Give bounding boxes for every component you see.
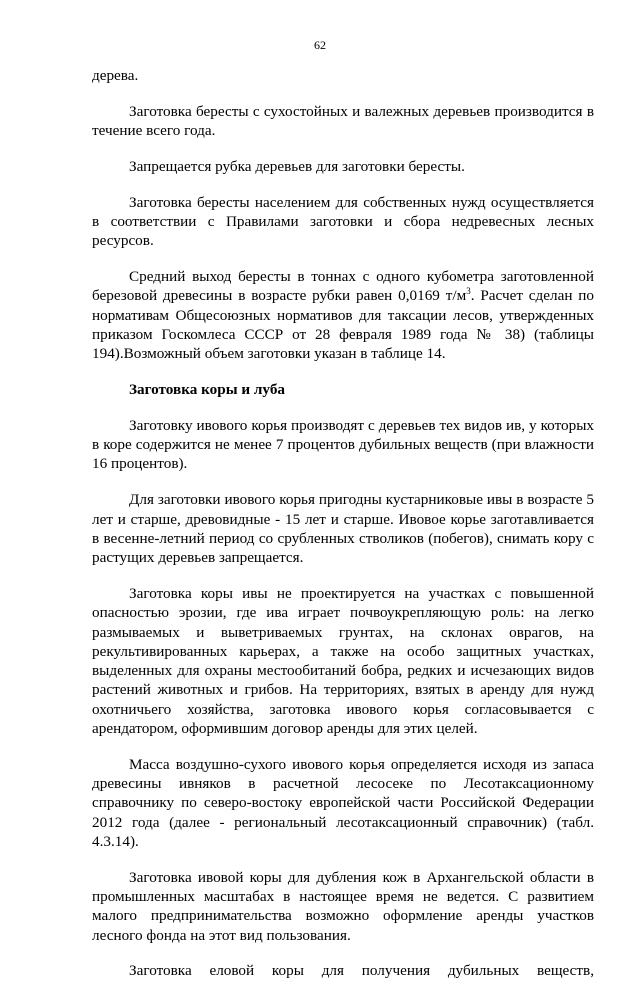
- paragraph-willow-bark-species: Заготовку ивового корья производят с деревьев тех видов ив, у которых в коре содержится не менее 7 процентов дубильных веществ (при влажности 16 процентов).: [92, 416, 594, 473]
- yield-text-part2: . Расчет сделан по нормативам Общесоюзных нормативов для таксации лесов, утвержденных приказом Госкомлеса СССР от 28 февраля 1989 года № 38) (таблицы 194).Возможный объем заготовки указан в таблице 14.: [92, 287, 594, 363]
- yield-unit-superscript: 3: [466, 286, 471, 297]
- paragraph-tanning-arkhangelsk: Заготовка ивовой коры для дубления кож в Архангельской области в промышленных масштабах в настоящее время не ведется. С развитием малого предпринимательства возможно оформление аренды участков лесного фонда на этот вид пользования.: [92, 868, 594, 944]
- paragraph-felling-prohibition: Запрещается рубка деревьев для заготовки бересты.: [129, 157, 465, 175]
- document-body: [92, 66, 594, 997]
- paragraph-continuation: дерева.: [92, 67, 139, 84]
- yield-text-part1: Средний выход бересты в тоннах с одного кубометра заготовленной березовой древесины в возрасте рубки равен 0,0169 т/м: [92, 268, 594, 305]
- paragraph-spruce-bark: Заготовка еловой коры для получения дубильных веществ,: [129, 962, 594, 980]
- paragraph-average-yield: [92, 267, 594, 363]
- paragraph-population-harvest: Заготовка бересты населением для собственных нужд осуществляется в соответствии с Правилами заготовки и сбора недревесных лесных ресурсов.: [92, 193, 594, 250]
- paragraph-erosion-restrictions: Заготовка коры ивы не проектируется на участках с повышенной опасностью эрозии, где ива играет почвоукрепляющую роль: на легко размываемых и выветриваемых грунтах, на склонах оврагов, на рекультивированных карьерах, а также на особо защитных участках, выделенных для охраны местообитаний бобра, редких и исчезающих видов растений животных и грибов. На территориях, взятых в аренду для нужд охотничьего хозяйства, заготовка ивового корья согласовывается с арендатором, оформившим договор аренды для этих целей.: [92, 584, 594, 738]
- paragraph-bark-mass: Масса воздушно-сухого ивового корья определяется исходя из запаса древесины ивняков в расчетной лесосеке по Лесотаксационному справочнику по северо-востоку европейской части Российской Федерации 2012 года (далее - региональный лесотаксационный справочник) (табл. 4.3.14).: [92, 755, 594, 850]
- paragraph-willow-age: Для заготовки ивового корья пригодны кустарниковые ивы в возрасте 5 лет и старше, древовидные - 15 лет и старше. Ивовое корье заготавливается в весенне-летний период со срубленных стволиков (побегов), снимать кору с растущих деревьев запрещается.: [92, 491, 594, 567]
- section-heading: Заготовка коры и луба: [129, 381, 286, 399]
- paragraph-birch-bark-harvest: Заготовка бересты с сухостойных и валежных деревьев производится в течение всего года.: [92, 102, 594, 140]
- page-number: 62: [314, 38, 326, 52]
